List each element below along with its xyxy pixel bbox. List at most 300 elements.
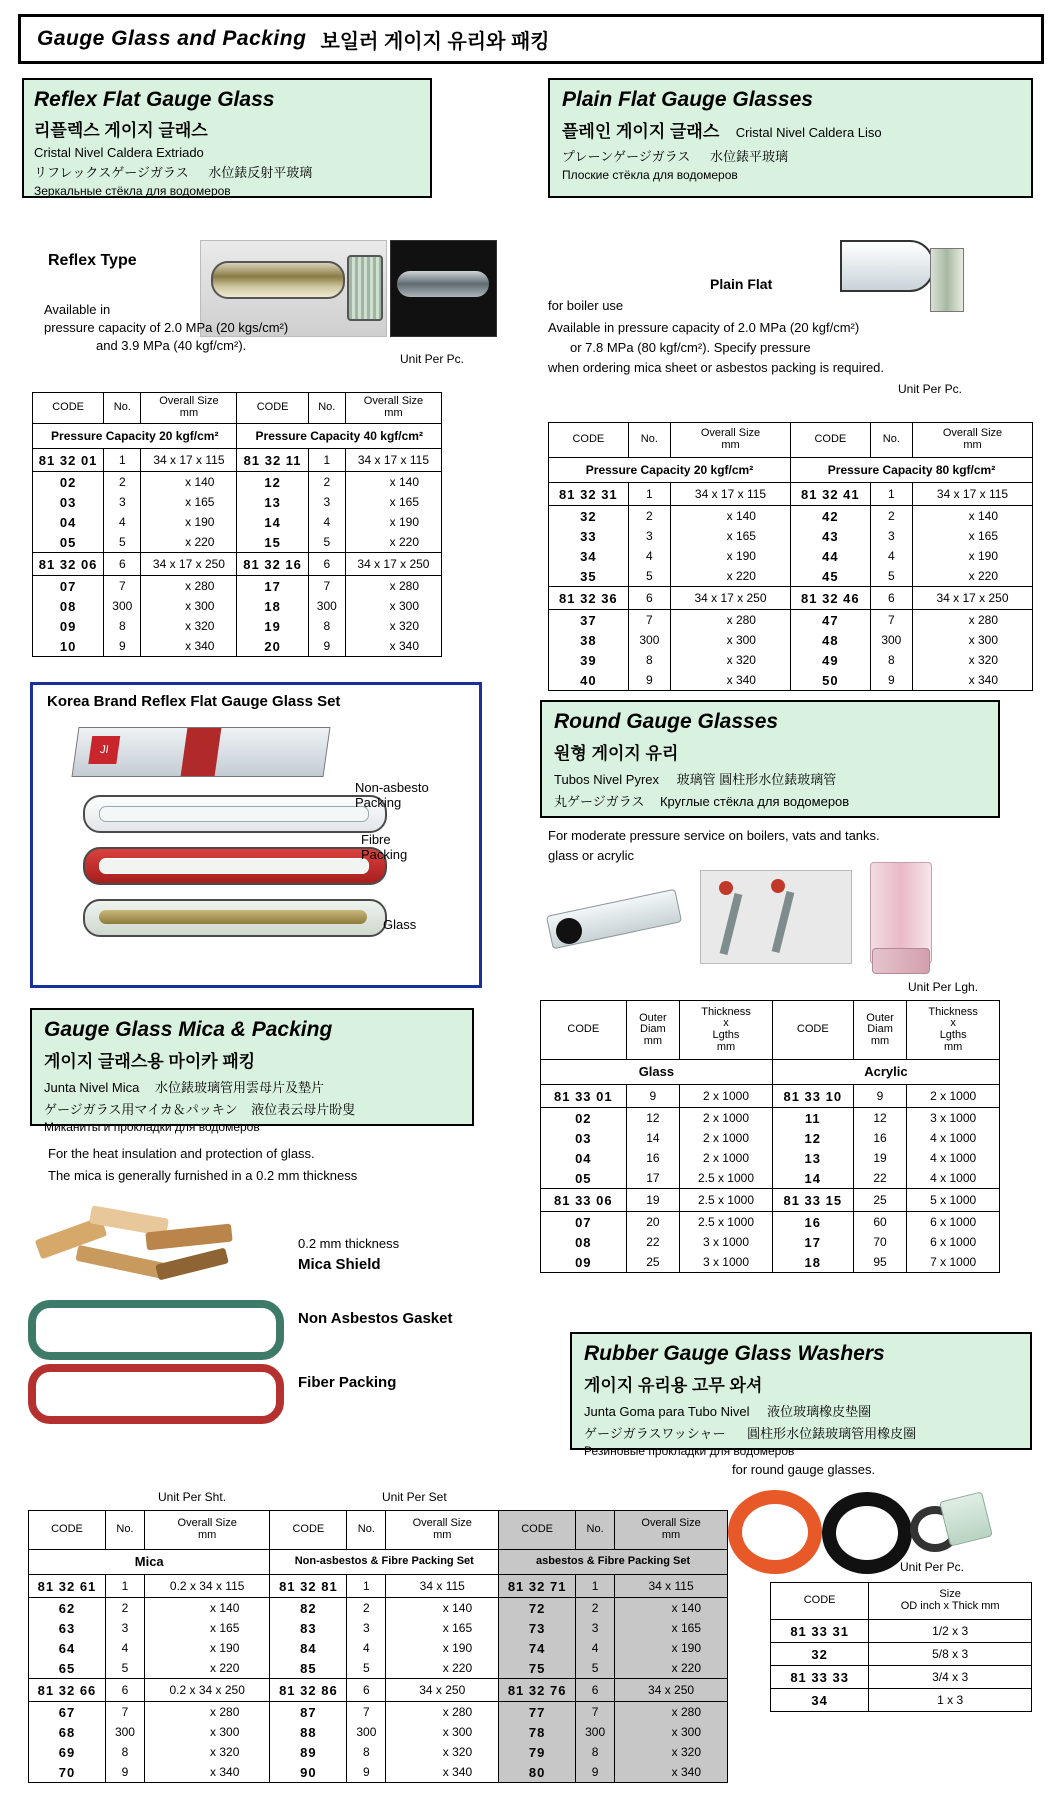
th-size-3: Overall Size mm bbox=[615, 1511, 728, 1550]
cell-size2: 34 x 17 x 115 bbox=[345, 449, 441, 472]
cell-size: 3/4 x 3 bbox=[869, 1666, 1032, 1689]
table-row bbox=[33, 492, 442, 512]
round-title: Round Gauge Glasses bbox=[554, 710, 779, 733]
cell-code: 08 bbox=[541, 1232, 627, 1252]
th-size-2: Overall Size mm bbox=[386, 1511, 499, 1550]
th-size: Overall Size mm bbox=[141, 393, 237, 424]
mica-desc-1: For the heat insulation and protection of glass. bbox=[48, 1146, 315, 1161]
glass-image bbox=[83, 899, 387, 937]
cell-no: 7 bbox=[104, 576, 141, 597]
th-code: CODE bbox=[541, 1001, 627, 1060]
cell-no: 9 bbox=[105, 1762, 144, 1783]
cell-size2: x 140 bbox=[386, 1598, 499, 1619]
round-tube-photo bbox=[548, 880, 688, 960]
cell-code2: 12 bbox=[772, 1128, 853, 1148]
cell-code: 32 bbox=[771, 1643, 869, 1666]
cell-no: 5 bbox=[628, 566, 670, 587]
cell-no: 1 bbox=[104, 449, 141, 472]
round-gauge-assembly-photo bbox=[700, 870, 852, 964]
table-row bbox=[29, 1638, 728, 1658]
cell-code2: 18 bbox=[772, 1252, 853, 1273]
table-header-row bbox=[549, 423, 1033, 458]
cell-size3: x 140 bbox=[615, 1598, 728, 1619]
mica-desc-2: The mica is generally furnished in a 0.2 mm thickness bbox=[48, 1168, 358, 1183]
th-no: No. bbox=[628, 423, 670, 458]
cell-no: 3 bbox=[104, 492, 141, 512]
cell-diam2: 95 bbox=[853, 1252, 907, 1273]
cell-code3: 81 32 71 bbox=[499, 1575, 576, 1598]
table-row bbox=[33, 532, 442, 553]
cell-code3: 78 bbox=[499, 1722, 576, 1742]
fibre-packing-image bbox=[83, 847, 387, 885]
cell-size3: x 190 bbox=[615, 1638, 728, 1658]
cell-code2: 49 bbox=[790, 650, 870, 670]
mica-packing-table bbox=[28, 1510, 728, 1783]
cell-size: x 190 bbox=[144, 1638, 269, 1658]
cell-code: 63 bbox=[29, 1618, 106, 1638]
cell-no2: 6 bbox=[347, 1679, 386, 1702]
cell-no2: 6 bbox=[870, 587, 912, 610]
cell-no2: 8 bbox=[870, 650, 912, 670]
cell-code: 33 bbox=[549, 526, 629, 546]
cell-thick: 3 x 1000 bbox=[680, 1232, 773, 1252]
cell-code: 81 32 31 bbox=[549, 483, 629, 506]
plain-line-3: or 7.8 MPa (80 kgf/cm²). Specify pressure bbox=[570, 340, 811, 355]
cell-size: x 140 bbox=[144, 1598, 269, 1619]
cell-code3: 74 bbox=[499, 1638, 576, 1658]
cell-size3: x 340 bbox=[615, 1762, 728, 1783]
cell-size2: x 220 bbox=[345, 532, 441, 553]
mica-section-header bbox=[30, 1008, 474, 1134]
cell-diam: 9 bbox=[626, 1085, 680, 1108]
table-row bbox=[33, 596, 442, 616]
cell-no: 8 bbox=[104, 616, 141, 636]
cell-code: 69 bbox=[29, 1742, 106, 1762]
cell-no: 2 bbox=[104, 472, 141, 493]
cell-size2: x 300 bbox=[912, 630, 1032, 650]
cell-size2: 34 x 17 x 250 bbox=[912, 587, 1032, 610]
cell-no: 8 bbox=[105, 1742, 144, 1762]
table-span-row bbox=[541, 1060, 1000, 1085]
table-row bbox=[29, 1598, 728, 1619]
cell-code2: 88 bbox=[270, 1722, 347, 1742]
cell-size: x 320 bbox=[141, 616, 237, 636]
plain-section-header bbox=[548, 78, 1033, 198]
table-row bbox=[771, 1620, 1032, 1643]
plain-line-4: when ordering mica sheet or asbestos packing is required. bbox=[548, 360, 885, 375]
cell-code: 68 bbox=[29, 1722, 106, 1742]
table-row bbox=[771, 1643, 1032, 1666]
cell-code3: 77 bbox=[499, 1702, 576, 1723]
cell-thick2: 6 x 1000 bbox=[907, 1232, 1000, 1252]
cell-diam2: 19 bbox=[853, 1148, 907, 1168]
cell-code3: 80 bbox=[499, 1762, 576, 1783]
cell-code2: 81 32 81 bbox=[270, 1575, 347, 1598]
page-title-ko: 보일러 게이지 유리와 패킹 bbox=[320, 30, 550, 53]
cell-diam: 25 bbox=[626, 1252, 680, 1273]
cell-no3: 2 bbox=[576, 1598, 615, 1619]
reflex-title-jp: リフレックスゲージガラス bbox=[34, 165, 189, 180]
table-span-row bbox=[549, 458, 1033, 483]
cell-code: 37 bbox=[549, 610, 629, 631]
cell-no: 8 bbox=[628, 650, 670, 670]
cell-code2: 17 bbox=[772, 1232, 853, 1252]
cell-size2: x 340 bbox=[345, 636, 441, 657]
cell-no2: 2 bbox=[870, 506, 912, 527]
span-glass: Glass bbox=[541, 1060, 773, 1085]
cell-size: x 190 bbox=[141, 512, 237, 532]
cell-size: x 220 bbox=[144, 1658, 269, 1679]
rubber-title-ko: 게이지 유리용 고무 와셔 bbox=[584, 1376, 763, 1395]
cell-size3: x 320 bbox=[615, 1742, 728, 1762]
cell-code: 64 bbox=[29, 1638, 106, 1658]
cell-code: 09 bbox=[33, 616, 104, 636]
cell-code2: 14 bbox=[772, 1168, 853, 1189]
cell-no2: 1 bbox=[870, 483, 912, 506]
cell-thick2: 7 x 1000 bbox=[907, 1252, 1000, 1273]
cell-code2: 12 bbox=[237, 472, 308, 493]
cell-diam2: 22 bbox=[853, 1168, 907, 1189]
reflex-avail-1: Available in bbox=[44, 302, 111, 317]
cell-no2: 300 bbox=[870, 630, 912, 650]
cell-diam2: 16 bbox=[853, 1128, 907, 1148]
th-no: No. bbox=[104, 393, 141, 424]
reflex-title-cn: 水位錶反射平玻璃 bbox=[208, 165, 313, 180]
cell-diam: 14 bbox=[626, 1128, 680, 1148]
plain-type-label: Plain Flat bbox=[710, 276, 773, 292]
rubber-title: Rubber Gauge Glass Washers bbox=[584, 1342, 885, 1365]
cell-no2: 9 bbox=[870, 670, 912, 691]
cell-no2: 4 bbox=[347, 1638, 386, 1658]
korea-set-title: Korea Brand Reflex Flat Gauge Glass Set bbox=[47, 693, 341, 710]
cell-no2: 7 bbox=[870, 610, 912, 631]
cell-size2: 34 x 250 bbox=[386, 1679, 499, 1702]
rubber-title-jp: ゲージガラスワッシャー bbox=[584, 1426, 726, 1441]
table-row bbox=[541, 1168, 1000, 1189]
cell-no: 300 bbox=[628, 630, 670, 650]
round-section-header bbox=[540, 700, 1000, 818]
cell-no3: 5 bbox=[576, 1658, 615, 1679]
cell-code: 07 bbox=[541, 1212, 627, 1233]
cell-code2: 81 33 15 bbox=[772, 1189, 853, 1212]
table-row bbox=[541, 1108, 1000, 1129]
reflex-availability bbox=[44, 302, 254, 317]
cell-no: 3 bbox=[105, 1618, 144, 1638]
product-box-image: JI bbox=[71, 727, 330, 777]
plain-title-cn: 水位錶平玻璃 bbox=[709, 149, 788, 164]
label-non-asbesto: Non-asbesto Packing bbox=[355, 780, 429, 810]
cell-thick: 2 x 1000 bbox=[680, 1128, 773, 1148]
cell-no2: 3 bbox=[870, 526, 912, 546]
cell-no2: 9 bbox=[308, 636, 345, 657]
cell-no2: 6 bbox=[308, 553, 345, 576]
cell-code: 05 bbox=[541, 1168, 627, 1189]
cell-thick: 2.5 x 1000 bbox=[680, 1168, 773, 1189]
cell-code2: 81 32 16 bbox=[237, 553, 308, 576]
cell-code: 03 bbox=[33, 492, 104, 512]
cell-no: 5 bbox=[105, 1658, 144, 1679]
mica-unit-set: Unit Per Set bbox=[382, 1490, 447, 1504]
cell-size: x 320 bbox=[144, 1742, 269, 1762]
cell-size: 0.2 x 34 x 115 bbox=[144, 1575, 269, 1598]
cell-size2: x 165 bbox=[386, 1618, 499, 1638]
cell-no: 300 bbox=[105, 1722, 144, 1742]
cell-code: 39 bbox=[549, 650, 629, 670]
plain-title-jp: プレーンゲージガラス bbox=[562, 149, 691, 164]
mica-unit-sht: Unit Per Sht. bbox=[158, 1490, 227, 1504]
reflex-table bbox=[32, 392, 442, 657]
cell-no2: 5 bbox=[347, 1658, 386, 1679]
page-title-bar bbox=[18, 14, 1044, 64]
cell-size: 0.2 x 34 x 250 bbox=[144, 1679, 269, 1702]
cell-size: 34 x 17 x 250 bbox=[671, 587, 791, 610]
non-asbestos-gasket-image bbox=[28, 1300, 284, 1360]
cell-no: 6 bbox=[105, 1679, 144, 1702]
mica-title-ru: Миканиты и прокладки для водомеров bbox=[44, 1120, 260, 1134]
cell-code2: 44 bbox=[790, 546, 870, 566]
th-no: No. bbox=[105, 1511, 144, 1550]
table-row bbox=[29, 1702, 728, 1723]
round-acrylic-tube-end bbox=[872, 948, 930, 974]
cell-no3: 8 bbox=[576, 1742, 615, 1762]
mica-shield-photo bbox=[36, 1198, 276, 1286]
cell-code2: 48 bbox=[790, 630, 870, 650]
reflex-title: Reflex Flat Gauge Glass bbox=[34, 88, 275, 111]
cell-code2: 89 bbox=[270, 1742, 347, 1762]
cell-size: x 340 bbox=[144, 1762, 269, 1783]
plain-table bbox=[548, 422, 1033, 691]
cell-code2: 13 bbox=[772, 1148, 853, 1168]
table-row bbox=[33, 472, 442, 493]
table-row bbox=[549, 630, 1033, 650]
cell-thick2: 5 x 1000 bbox=[907, 1189, 1000, 1212]
table-row bbox=[541, 1232, 1000, 1252]
cell-size3: x 280 bbox=[615, 1702, 728, 1723]
cell-size2: x 220 bbox=[912, 566, 1032, 587]
cell-size: x 280 bbox=[144, 1702, 269, 1723]
cell-thick2: 4 x 1000 bbox=[907, 1168, 1000, 1189]
table-row bbox=[549, 546, 1033, 566]
reflex-title-ko: 리플렉스 게이지 글래스 bbox=[34, 121, 208, 140]
round-desc-1: For moderate pressure service on boilers, vats and tanks. bbox=[548, 828, 880, 843]
cell-no2: 2 bbox=[308, 472, 345, 493]
cell-size2: x 320 bbox=[386, 1742, 499, 1762]
reflex-section-header bbox=[22, 78, 432, 198]
th-no-3: No. bbox=[576, 1511, 615, 1550]
label-fibre-packing: Fibre Packing bbox=[361, 832, 408, 862]
cell-diam2: 9 bbox=[853, 1085, 907, 1108]
cell-code2: 13 bbox=[237, 492, 308, 512]
plain-flat-photo-1 bbox=[840, 240, 934, 292]
cell-no2: 5 bbox=[308, 532, 345, 553]
cell-size2: x 340 bbox=[386, 1762, 499, 1783]
span-pressure-40: Pressure Capacity 40 kgf/cm² bbox=[237, 424, 442, 449]
round-title-ko: 원형 게이지 유리 bbox=[554, 744, 679, 763]
cell-code: 38 bbox=[549, 630, 629, 650]
cell-code: 62 bbox=[29, 1598, 106, 1619]
reflex-title-ru: Зеркальные стёкла для водомеров bbox=[34, 184, 231, 198]
cell-no: 1 bbox=[628, 483, 670, 506]
cell-code2: 45 bbox=[790, 566, 870, 587]
cell-code2: 18 bbox=[237, 596, 308, 616]
cell-code: 02 bbox=[33, 472, 104, 493]
table-header-row bbox=[29, 1511, 728, 1550]
cell-no2: 8 bbox=[347, 1742, 386, 1762]
cell-no: 9 bbox=[104, 636, 141, 657]
round-desc-2: glass or acrylic bbox=[548, 848, 634, 863]
cell-code: 34 bbox=[549, 546, 629, 566]
table-row bbox=[549, 526, 1033, 546]
cell-no3: 3 bbox=[576, 1618, 615, 1638]
cell-no2: 3 bbox=[347, 1618, 386, 1638]
cell-code2: 81 32 86 bbox=[270, 1679, 347, 1702]
label-mica-thickness: 0.2 mm thickness bbox=[298, 1236, 400, 1251]
cell-no3: 1 bbox=[576, 1575, 615, 1598]
cell-size2: x 280 bbox=[345, 576, 441, 597]
table-row bbox=[541, 1148, 1000, 1168]
cell-size: 34 x 17 x 115 bbox=[141, 449, 237, 472]
cell-thick2: 6 x 1000 bbox=[907, 1212, 1000, 1233]
cell-thick: 2.5 x 1000 bbox=[680, 1212, 773, 1233]
cell-code: 04 bbox=[33, 512, 104, 532]
cell-size2: 34 x 17 x 250 bbox=[345, 553, 441, 576]
plain-title-ko: 플레인 게이지 글래스 bbox=[562, 122, 720, 141]
cell-diam2: 70 bbox=[853, 1232, 907, 1252]
korea-set-panel bbox=[30, 682, 482, 988]
cell-size: x 165 bbox=[144, 1618, 269, 1638]
cell-code2: 83 bbox=[270, 1618, 347, 1638]
cell-no3: 4 bbox=[576, 1638, 615, 1658]
cell-size2: x 165 bbox=[345, 492, 441, 512]
table-header-row bbox=[541, 1001, 1000, 1060]
page-title-en: Gauge Glass and Packing bbox=[37, 27, 307, 50]
mica-title-jp: ゲージガラス用マイカ＆パッキン bbox=[44, 1102, 238, 1117]
table-row bbox=[29, 1742, 728, 1762]
span-pressure-20: Pressure Capacity 20 kgf/cm² bbox=[549, 458, 791, 483]
cell-thick: 2 x 1000 bbox=[680, 1108, 773, 1129]
span-nonasbestos-set: Non-asbestos & Fibre Packing Set bbox=[270, 1550, 499, 1575]
cell-size: x 220 bbox=[671, 566, 791, 587]
cell-code2: 15 bbox=[237, 532, 308, 553]
cell-size2: x 320 bbox=[345, 616, 441, 636]
plain-title-es: Cristal Nivel Caldera Liso bbox=[735, 125, 882, 140]
cell-size: x 190 bbox=[671, 546, 791, 566]
cell-size: x 220 bbox=[141, 532, 237, 553]
label-glass: Glass bbox=[383, 917, 417, 932]
cell-thick: 2 x 1000 bbox=[680, 1085, 773, 1108]
table-row bbox=[549, 670, 1033, 691]
cell-code3: 79 bbox=[499, 1742, 576, 1762]
cell-size: 34 x 17 x 250 bbox=[141, 553, 237, 576]
cell-code: 67 bbox=[29, 1702, 106, 1723]
cell-size: x 280 bbox=[141, 576, 237, 597]
cell-no: 6 bbox=[628, 587, 670, 610]
mica-title: Gauge Glass Mica & Packing bbox=[44, 1018, 333, 1041]
cell-size: x 140 bbox=[141, 472, 237, 493]
cell-diam: 19 bbox=[626, 1189, 680, 1212]
th-outer-diam: Outer Diam mm bbox=[626, 1001, 680, 1060]
table-row bbox=[33, 553, 442, 576]
cell-code: 81 32 66 bbox=[29, 1679, 106, 1702]
cell-size2: x 300 bbox=[386, 1722, 499, 1742]
cell-code: 03 bbox=[541, 1128, 627, 1148]
table-row bbox=[541, 1212, 1000, 1233]
cell-thick: 3 x 1000 bbox=[680, 1252, 773, 1273]
mica-title-cn: 水位錶玻璃管用雲母片及墊片 bbox=[155, 1080, 325, 1095]
cell-code: 81 32 06 bbox=[33, 553, 104, 576]
rubber-desc: for round gauge glasses. bbox=[732, 1462, 876, 1477]
round-title-jp: 丸ゲージガラス bbox=[554, 794, 645, 809]
cell-size2: x 340 bbox=[912, 670, 1032, 691]
cell-size3: x 220 bbox=[615, 1658, 728, 1679]
mica-title-ko: 게이지 글래스용 마이카 패킹 bbox=[44, 1052, 256, 1071]
cell-size2: x 190 bbox=[345, 512, 441, 532]
cell-no3: 300 bbox=[576, 1722, 615, 1742]
table-row bbox=[33, 616, 442, 636]
cell-no2: 8 bbox=[308, 616, 345, 636]
cell-size: x 165 bbox=[671, 526, 791, 546]
cell-no: 7 bbox=[628, 610, 670, 631]
plain-unit: Unit Per Pc. bbox=[898, 382, 963, 396]
fiber-packing-image bbox=[28, 1364, 284, 1424]
cell-no2: 7 bbox=[308, 576, 345, 597]
washer-black-image bbox=[822, 1492, 912, 1574]
washer-orange-image bbox=[728, 1490, 822, 1574]
th-code-2: CODE bbox=[772, 1001, 853, 1060]
cell-code2: 19 bbox=[237, 616, 308, 636]
cell-diam2: 60 bbox=[853, 1212, 907, 1233]
cell-no2: 3 bbox=[308, 492, 345, 512]
round-table bbox=[540, 1000, 1000, 1273]
cell-code: 07 bbox=[33, 576, 104, 597]
rubber-unit: Unit Per Pc. bbox=[900, 1560, 965, 1574]
cell-no2: 5 bbox=[870, 566, 912, 587]
table-row bbox=[549, 587, 1033, 610]
cell-size: x 320 bbox=[671, 650, 791, 670]
cell-size2: x 140 bbox=[912, 506, 1032, 527]
span-pressure-80: Pressure Capacity 80 kgf/cm² bbox=[790, 458, 1032, 483]
cell-diam: 22 bbox=[626, 1232, 680, 1252]
cell-code3: 73 bbox=[499, 1618, 576, 1638]
th-thickness-2: Thickness x Lgths mm bbox=[907, 1001, 1000, 1060]
table-row bbox=[29, 1658, 728, 1679]
table-row bbox=[541, 1085, 1000, 1108]
cell-size: x 300 bbox=[144, 1722, 269, 1742]
cell-size2: x 140 bbox=[345, 472, 441, 493]
cell-size: x 280 bbox=[671, 610, 791, 631]
cell-size: 1 x 3 bbox=[869, 1689, 1032, 1712]
cell-code2: 50 bbox=[790, 670, 870, 691]
table-row bbox=[541, 1252, 1000, 1273]
table-row bbox=[771, 1666, 1032, 1689]
cell-code2: 84 bbox=[270, 1638, 347, 1658]
cell-code2: 43 bbox=[790, 526, 870, 546]
rubber-title-ru: Резиновые прокладки для водомеров bbox=[584, 1444, 795, 1458]
cell-no: 3 bbox=[628, 526, 670, 546]
cell-diam: 20 bbox=[626, 1212, 680, 1233]
cell-code: 35 bbox=[549, 566, 629, 587]
table-row bbox=[549, 650, 1033, 670]
th-size-2: Overall Size mm bbox=[912, 423, 1032, 458]
reflex-glass-photo-dark bbox=[390, 240, 497, 337]
cell-no2: 4 bbox=[308, 512, 345, 532]
cell-thick2: 3 x 1000 bbox=[907, 1108, 1000, 1129]
cell-code: 32 bbox=[549, 506, 629, 527]
th-code-2: CODE bbox=[237, 393, 308, 424]
table-row bbox=[29, 1618, 728, 1638]
cell-size: x 165 bbox=[141, 492, 237, 512]
table-row bbox=[29, 1722, 728, 1742]
